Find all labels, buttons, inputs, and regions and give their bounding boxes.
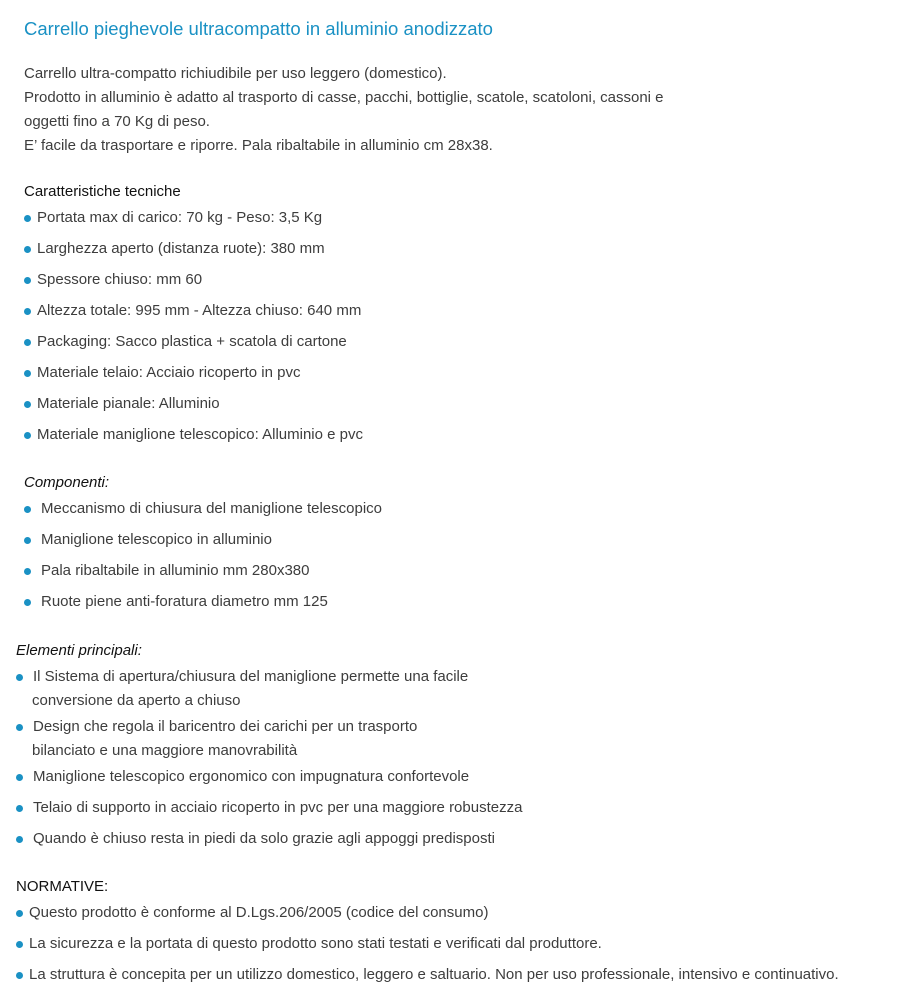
list-item-text: Packaging: Sacco plastica + scatola di cartone bbox=[37, 333, 347, 350]
list-item-text: Altezza totale: 995 mm - Altezza chiuso: 640 mm bbox=[37, 302, 362, 319]
main-elements-heading: Elementi principali: bbox=[16, 642, 142, 659]
list-item-text: Materiale telaio: Acciaio ricoperto in pvc bbox=[37, 364, 301, 381]
list-item-text: Materiale pianale: Alluminio bbox=[37, 395, 220, 412]
bullet-icon bbox=[16, 972, 23, 979]
list-item-text: Spessore chiuso: mm 60 bbox=[37, 271, 203, 288]
list-item-text: Maniglione telescopico ergonomico con impugnatura confortevole bbox=[33, 768, 470, 785]
bullet-icon bbox=[24, 537, 31, 544]
list-item-text: Questo prodotto è conforme al D.Lgs.206/2005 (codice del consumo) bbox=[29, 904, 489, 921]
bullet-icon bbox=[16, 774, 23, 781]
list-item-text: Design che regola il baricentro dei carichi per un trasporto bbox=[33, 718, 418, 735]
list-item-text: Pala ribaltabile in alluminio mm 280x380 bbox=[41, 562, 310, 579]
list-item-text: Quando è chiuso resta in piedi da solo grazie agli appoggi predisposti bbox=[33, 830, 495, 847]
list-item-text: Il Sistema di apertura/chiusura del maniglione permette una facile bbox=[33, 668, 469, 685]
list-item-text: Meccanismo di chiusura del maniglione telescopico bbox=[41, 500, 383, 517]
list-item-text-continued: conversione da aperto a chiuso bbox=[32, 692, 241, 709]
list-item-text: Materiale maniglione telescopico: Alluminio e pvc bbox=[37, 426, 364, 443]
bullet-icon bbox=[24, 339, 31, 346]
intro-line: Prodotto in alluminio è adatto al trasporto di casse, pacchi, bottiglie, scatole, scatoloni, cassoni e bbox=[24, 89, 664, 106]
intro-line: Carrello ultra-compatto richiudibile per uso leggero (domestico). bbox=[24, 65, 447, 82]
page-title: Carrello pieghevole ultracompatto in alluminio anodizzato bbox=[24, 18, 493, 39]
list-item-text: Maniglione telescopico in alluminio bbox=[41, 531, 272, 548]
bullet-icon bbox=[16, 941, 23, 948]
list-item-text: Telaio di supporto in acciaio ricoperto in pvc per una maggiore robustezza bbox=[33, 799, 523, 816]
norms-heading: NORMATIVE: bbox=[16, 878, 109, 895]
bullet-icon bbox=[16, 910, 23, 917]
list-item-text: La sicurezza e la portata di questo prodotto sono stati testati e verificati dal produttore. bbox=[29, 935, 602, 952]
bullet-icon bbox=[24, 277, 31, 284]
bullet-icon bbox=[24, 215, 31, 222]
bullet-icon bbox=[24, 246, 31, 253]
bullet-icon bbox=[24, 599, 31, 606]
bullet-icon bbox=[24, 568, 31, 575]
list-item-text: Larghezza aperto (distanza ruote): 380 mm bbox=[37, 240, 325, 257]
list-item-text: Portata max di carico: 70 kg - Peso: 3,5 Kg bbox=[37, 209, 323, 226]
bullet-icon bbox=[24, 308, 31, 315]
list-item-text: La struttura è concepita per un utilizzo domestico, leggero e saltuario. Non per uso professionale, intensivo e continuativo. bbox=[29, 966, 839, 983]
specs-heading: Caratteristiche tecniche bbox=[24, 183, 181, 200]
intro-line: E’ facile da trasportare e riporre. Pala ribaltabile in alluminio cm 28x38. bbox=[24, 137, 493, 154]
bullet-icon bbox=[24, 432, 31, 439]
bullet-icon bbox=[16, 674, 23, 681]
components-heading: Componenti: bbox=[24, 474, 110, 491]
bullet-icon bbox=[16, 836, 23, 843]
list-item-text-continued: bilanciato e una maggiore manovrabilità bbox=[32, 742, 298, 759]
bullet-icon bbox=[16, 805, 23, 812]
list-item-text: Ruote piene anti-foratura diametro mm 125 bbox=[41, 593, 328, 610]
bullet-icon bbox=[16, 724, 23, 731]
bullet-icon bbox=[24, 370, 31, 377]
intro-line: oggetti fino a 70 Kg di peso. bbox=[24, 113, 210, 130]
bullet-icon bbox=[24, 401, 31, 408]
intro-paragraph bbox=[24, 62, 664, 158]
bullet-icon bbox=[24, 506, 31, 513]
